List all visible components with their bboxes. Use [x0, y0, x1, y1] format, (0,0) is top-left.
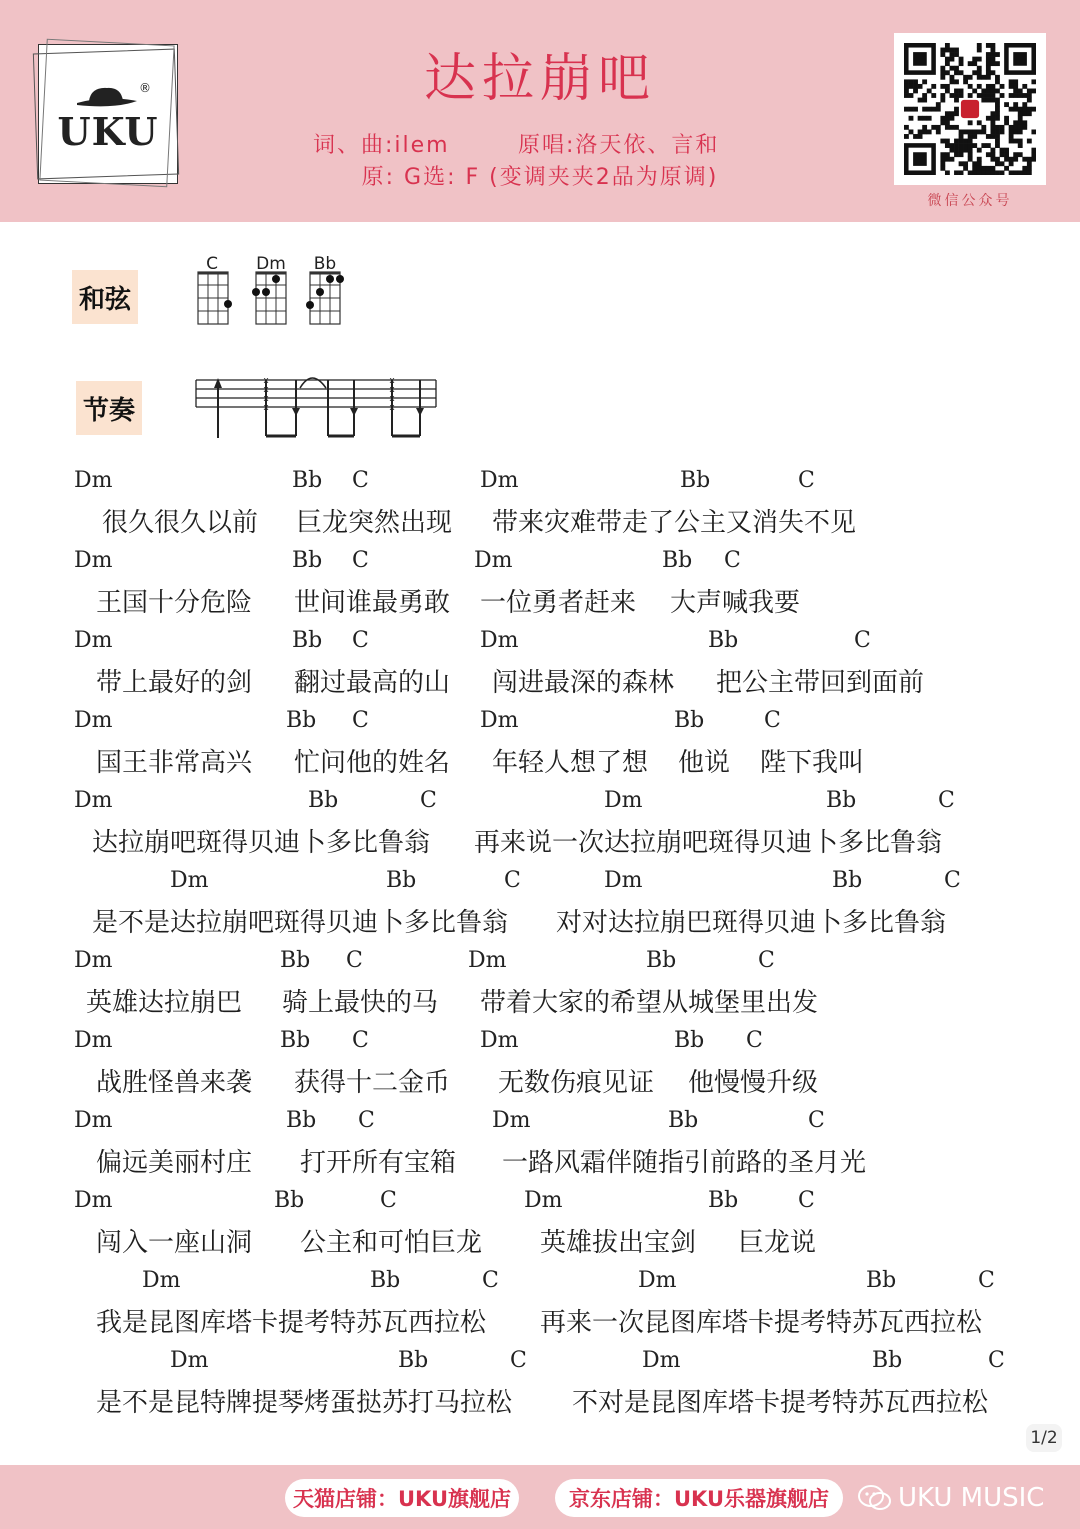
chord-diagram-dm — [252, 254, 286, 324]
chord-name: Dm — [74, 1108, 113, 1133]
chord-name: C — [358, 1108, 375, 1133]
lyric-phrase: 闯入一座山洞 — [96, 1228, 253, 1258]
svg-text:x: x — [389, 403, 395, 413]
chord-diagram-name: Dm — [256, 254, 286, 274]
chord-name: Dm — [480, 708, 519, 733]
lyric-phrase: 忙问他的姓名 — [294, 748, 451, 778]
chord-name: C — [420, 788, 437, 813]
chord-name: Dm — [492, 1108, 531, 1133]
chord-name: C — [988, 1348, 1005, 1373]
svg-text:x: x — [389, 376, 395, 386]
lyric-phrase: 带上最好的剑 — [96, 668, 253, 698]
credit-singer: 原唱:洛天依、言和 — [518, 133, 720, 158]
chord-name: C — [854, 628, 871, 653]
lyric-phrase: 王国十分危险 — [96, 588, 253, 618]
lyric-phrase: 很久很久以前 — [102, 508, 259, 538]
lyric-phrase: 骑上最快的马 — [282, 988, 439, 1018]
chord-name: Bb — [280, 948, 311, 973]
header-band — [0, 0, 1080, 222]
chord-name: Dm — [74, 468, 113, 493]
chord-name: Dm — [74, 948, 113, 973]
logo-text: UKU — [57, 109, 159, 154]
brand-mark — [858, 1479, 1044, 1517]
chord-diagrams — [190, 252, 360, 332]
chord-name: Bb — [398, 1348, 429, 1373]
rhythm-section-label: 节奏 — [76, 381, 142, 435]
chord-name: Dm — [74, 708, 113, 733]
jd-store-link[interactable]: 京东店铺：UKU乐器旗舰店 — [555, 1479, 843, 1517]
song-title: 达拉崩吧 — [423, 49, 656, 109]
registered-mark: ® — [139, 81, 151, 95]
chord-name: Bb — [370, 1268, 401, 1293]
lyric-phrase: 带来灾难带走了公主又消失不见 — [492, 508, 857, 538]
lyric-phrase: 打开所有宝箱 — [300, 1148, 457, 1178]
chord-name: Dm — [170, 868, 209, 893]
tmall-store-link[interactable]: 天猫店铺：UKU旗舰店 — [285, 1479, 519, 1517]
chord-name: Bb — [668, 1108, 699, 1133]
svg-text:x: x — [263, 394, 269, 404]
lyric-phrase: 无数伤痕见证 — [498, 1068, 655, 1098]
chord-diagram-bb — [306, 254, 344, 324]
chord-name: Bb — [292, 548, 323, 573]
chord-name: Bb — [832, 868, 863, 893]
chord-name: Bb — [680, 468, 711, 493]
chord-section-label: 和弦 — [72, 270, 138, 324]
svg-text:x: x — [389, 394, 395, 404]
lyric-phrase: 大声喊我要 — [670, 588, 801, 618]
chord-name: C — [346, 948, 363, 973]
chord-name: Bb — [286, 708, 317, 733]
chord-name: C — [352, 1028, 369, 1053]
chord-name: C — [746, 1028, 763, 1053]
lyric-phrase: 偏远美丽村庄 — [96, 1148, 253, 1178]
chord-name: Bb — [292, 628, 323, 653]
chord-name: Bb — [280, 1028, 311, 1053]
svg-text:x: x — [263, 376, 269, 386]
chord-name: C — [808, 1108, 825, 1133]
chord-name: Dm — [474, 548, 513, 573]
lyric-phrase: 获得十二金币 — [294, 1068, 451, 1098]
lyric-phrase: 他慢慢升级 — [688, 1068, 819, 1098]
chord-name: Bb — [386, 868, 417, 893]
chord-name: Dm — [480, 1028, 519, 1053]
hat-icon — [75, 85, 139, 111]
wechat-icon — [858, 1484, 892, 1512]
lyric-phrase: 战胜怪兽来袭 — [96, 1068, 253, 1098]
chord-name: C — [352, 708, 369, 733]
lyric-phrase: 巨龙说 — [738, 1228, 817, 1258]
lyric-phrase: 国王非常高兴 — [96, 748, 253, 778]
chord-name: Bb — [708, 1188, 739, 1213]
chord-name: Bb — [308, 788, 339, 813]
chord-name: Bb — [866, 1268, 897, 1293]
chord-name: C — [510, 1348, 527, 1373]
chord-name: Bb — [674, 708, 705, 733]
chord-name: C — [352, 628, 369, 653]
footer-band — [0, 1465, 1080, 1529]
chord-name: Bb — [286, 1108, 317, 1133]
rhythm-pattern — [192, 372, 442, 444]
chord-name: Dm — [142, 1268, 181, 1293]
chord-name: Bb — [708, 628, 739, 653]
chord-name: Dm — [604, 868, 643, 893]
chord-name: Dm — [74, 788, 113, 813]
lyric-phrase: 是不是达拉崩吧斑得贝迪卜多比鲁翁 — [92, 908, 509, 938]
brand-text: UKU MUSIC — [898, 1483, 1045, 1513]
chord-name: Dm — [468, 948, 507, 973]
chord-name: Bb — [826, 788, 857, 813]
chord-name: C — [504, 868, 521, 893]
page-number: 1/2 — [1026, 1424, 1062, 1452]
credit-lyricist: 词、曲:ilem — [313, 133, 450, 158]
chord-name: C — [978, 1268, 995, 1293]
chord-name: Dm — [604, 788, 643, 813]
lyric-phrase: 是不是昆特牌提琴烤蛋挞苏打马拉松 — [96, 1388, 513, 1418]
chord-name: Dm — [170, 1348, 209, 1373]
chord-name: Dm — [524, 1188, 563, 1213]
chord-diagram-c — [198, 254, 232, 324]
lyric-phrase: 带着大家的希望从城堡里出发 — [480, 988, 819, 1018]
key-info: 原: G选: F (变调夹夹2品为原调) — [361, 165, 719, 190]
chord-name: C — [352, 548, 369, 573]
qr-caption: 微信公众号 — [927, 193, 1013, 209]
chord-name: Bb — [872, 1348, 903, 1373]
lyric-phrase: 对对达拉崩巴斑得贝迪卜多比鲁翁 — [556, 908, 947, 938]
chord-name: Dm — [638, 1268, 677, 1293]
chord-diagram-name: C — [206, 254, 218, 274]
chord-name: C — [764, 708, 781, 733]
lyric-phrase: 再来一次昆图库塔卡提考特苏瓦西拉松 — [540, 1308, 983, 1338]
lyric-phrase: 世间谁最勇敢 — [294, 588, 451, 618]
chord-name: C — [724, 548, 741, 573]
lyric-phrase: 再来说一次达拉崩吧斑得贝迪卜多比鲁翁 — [474, 828, 943, 858]
chord-diagram-name: Bb — [313, 254, 337, 274]
lyric-phrase: 把公主带回到面前 — [716, 668, 925, 698]
chord-name: Dm — [642, 1348, 681, 1373]
chord-name: C — [758, 948, 775, 973]
svg-text:x: x — [263, 385, 269, 395]
chord-name: C — [798, 468, 815, 493]
qr-pattern — [904, 43, 1036, 175]
chord-name: Bb — [292, 468, 323, 493]
lyric-phrase: 英雄拔出宝剑 — [540, 1228, 697, 1258]
lyric-phrase: 不对是昆图库塔卡提考特苏瓦西拉松 — [572, 1388, 989, 1418]
lyric-phrase: 翻过最高的山 — [294, 668, 451, 698]
lyric-phrase: 一位勇者赶来 — [480, 588, 637, 618]
chord-name: Dm — [74, 1188, 113, 1213]
lyric-phrase: 闯进最深的森林 — [492, 668, 675, 698]
lyric-phrase: 一路风霜伴随指引前路的圣月光 — [502, 1148, 867, 1178]
chord-name: Dm — [74, 548, 113, 573]
chord-name: C — [944, 868, 961, 893]
lyric-phrase: 年轻人想了想 — [492, 748, 649, 778]
chord-name: C — [938, 788, 955, 813]
chord-name: Bb — [646, 948, 677, 973]
qr-code[interactable] — [894, 33, 1046, 185]
chord-name: Bb — [274, 1188, 305, 1213]
chord-name: C — [352, 468, 369, 493]
svg-text:x: x — [263, 403, 269, 413]
chord-name: Dm — [480, 628, 519, 653]
chord-name: C — [482, 1268, 499, 1293]
lyric-phrase: 他说 — [678, 748, 731, 778]
chord-name: Bb — [674, 1028, 705, 1053]
chord-name: C — [798, 1188, 815, 1213]
chord-name: C — [380, 1188, 397, 1213]
chord-name: Dm — [480, 468, 519, 493]
lyric-phrase: 公主和可怕巨龙 — [300, 1228, 483, 1258]
chord-name: Dm — [74, 628, 113, 653]
lyric-phrase: 陛下我叫 — [760, 748, 865, 778]
chord-name: Bb — [662, 548, 693, 573]
lyric-phrase: 巨龙突然出现 — [296, 508, 453, 538]
lyric-phrase: 我是昆图库塔卡提考特苏瓦西拉松 — [96, 1308, 487, 1338]
lyric-phrase: 英雄达拉崩巴 — [86, 988, 243, 1018]
svg-text:x: x — [389, 385, 395, 395]
lyric-phrase: 达拉崩吧斑得贝迪卜多比鲁翁 — [92, 828, 431, 858]
chord-name: Dm — [74, 1028, 113, 1053]
